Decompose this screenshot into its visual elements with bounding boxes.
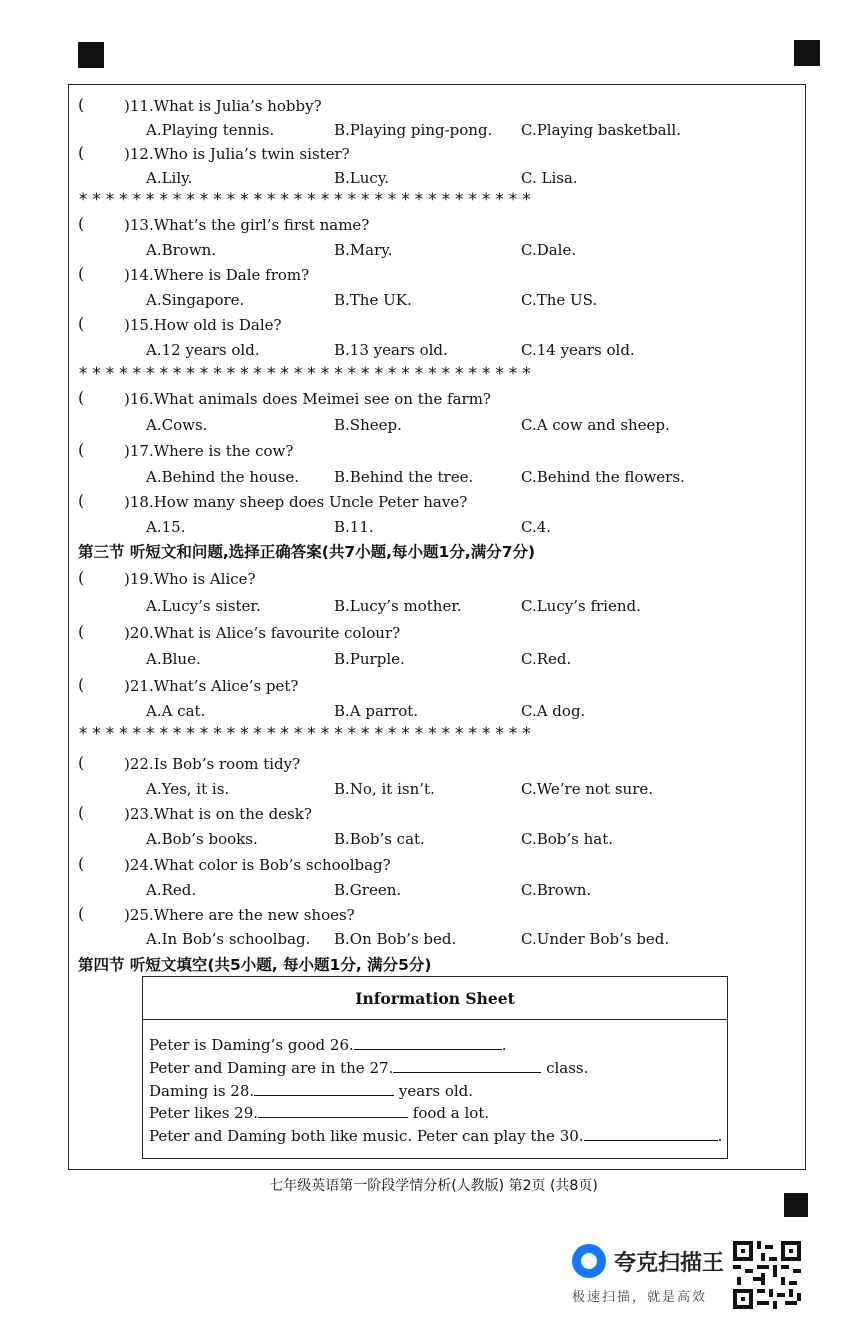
option-17-a: A.Behind the house. [146, 468, 300, 486]
answer-paren[interactable]: ( [78, 803, 85, 822]
option-20-b: B.Purple. [334, 650, 405, 668]
option-14-a: A.Singapore. [146, 291, 245, 309]
option-17-c: C.Behind the flowers. [521, 468, 685, 486]
option-13-c: C.Dale. [521, 241, 577, 259]
option-16-a: A.Cows. [146, 416, 208, 434]
question-16: )16.What animals does Meimei see on the farm? [124, 390, 491, 408]
answer-paren[interactable]: ( [78, 214, 85, 233]
question-12: )12.Who is Julia’s twin sister? [124, 145, 350, 163]
option-16-c: C.A cow and sheep. [521, 416, 670, 434]
answer-paren[interactable]: ( [78, 314, 85, 333]
answer-blank-28[interactable] [254, 1081, 394, 1096]
question-22: )22.Is Bob’s room tidy? [124, 755, 301, 773]
option-19-a: A.Lucy’s sister. [146, 597, 261, 615]
option-14-c: C.The US. [521, 291, 598, 309]
option-11-c: C.Playing basketball. [521, 121, 681, 139]
answer-paren[interactable]: ( [78, 388, 85, 407]
option-25-b: B.On Bob’s bed. [334, 930, 457, 948]
option-21-a: A.A cat. [146, 702, 206, 720]
sheet-line-28: Daming is 28. years old. [149, 1082, 474, 1100]
answer-paren[interactable]: ( [78, 95, 85, 114]
option-11-a: A.Playing tennis. [146, 121, 275, 139]
answer-blank-27[interactable] [393, 1058, 541, 1073]
separator-stars: ********************************** [78, 364, 535, 384]
registration-mark-top-right [794, 40, 820, 66]
answer-blank-26[interactable] [354, 1035, 502, 1050]
option-11-b: B.Playing ping-pong. [334, 121, 493, 139]
question-23: )23.What is on the desk? [124, 805, 312, 823]
question-17: )17.Where is the cow? [124, 442, 294, 460]
scanner-brand-tagline: 极速扫描，就是高效 [572, 1290, 708, 1305]
question-20: )20.What is Alice’s favourite colour? [124, 624, 401, 642]
option-20-a: A.Blue. [146, 650, 201, 668]
option-20-c: C.Red. [521, 650, 572, 668]
option-15-a: A.12 years old. [146, 341, 260, 359]
option-15-b: B.13 years old. [334, 341, 448, 359]
scanner-brand-name: 夸克扫描王 [614, 1251, 725, 1276]
option-22-a: A.Yes, it is. [146, 780, 230, 798]
answer-paren[interactable]: ( [78, 622, 85, 641]
question-21: )21.What’s Alice’s pet? [124, 677, 299, 695]
answer-paren[interactable]: ( [78, 904, 85, 923]
option-24-b: B.Green. [334, 881, 402, 899]
option-21-c: C.A dog. [521, 702, 586, 720]
option-18-b: B.11. [334, 518, 374, 536]
answer-paren[interactable]: ( [78, 440, 85, 459]
question-25: )25.Where are the new shoes? [124, 906, 355, 924]
answer-paren[interactable]: ( [78, 854, 85, 873]
sheet-line-29: Peter likes 29. food a lot. [149, 1104, 490, 1122]
option-24-a: A.Red. [146, 881, 197, 899]
sheet-line-27: Peter and Daming are in the 27. class. [149, 1059, 589, 1077]
option-23-a: A.Bob’s books. [146, 830, 258, 848]
information-sheet [142, 976, 728, 1159]
registration-mark-bottom-right [784, 1193, 808, 1217]
information-sheet-title: Information Sheet [143, 977, 727, 1020]
option-24-c: C.Brown. [521, 881, 592, 899]
option-18-c: C.4. [521, 518, 552, 536]
question-14: )14.Where is Dale from? [124, 266, 310, 284]
option-22-c: C.We’re not sure. [521, 780, 654, 798]
option-12-b: B.Lucy. [334, 169, 390, 187]
answer-paren[interactable]: ( [78, 491, 85, 510]
section3-title: 第三节 听短文和问题,选择正确答案(共7小题,每小题1分,满分7分) [78, 543, 536, 561]
answer-paren[interactable]: ( [78, 675, 85, 694]
option-25-a: A.In Bob’s schoolbag. [146, 930, 311, 948]
section4-title: 第四节 听短文填空(共5小题, 每小题1分, 满分5分) [78, 956, 432, 974]
answer-paren[interactable]: ( [78, 753, 85, 772]
question-18: )18.How many sheep does Uncle Peter have? [124, 493, 468, 511]
question-11: )11.What is Julia’s hobby? [124, 97, 322, 115]
separator-stars: ********************************** [78, 724, 535, 744]
sheet-line-26: Peter is Daming’s good 26. . [149, 1036, 507, 1054]
option-19-b: B.Lucy’s mother. [334, 597, 462, 615]
option-23-b: B.Bob’s cat. [334, 830, 425, 848]
separator-stars: ********************************** [78, 190, 535, 210]
option-13-a: A.Brown. [146, 241, 217, 259]
answer-paren[interactable]: ( [78, 264, 85, 283]
page-footer: 七年级英语第一阶段学情分析(人教版) 第2页 (共8页) [269, 1178, 598, 1194]
answer-blank-30[interactable] [584, 1126, 718, 1141]
answer-paren[interactable]: ( [78, 143, 85, 162]
option-12-a: A.Lily. [146, 169, 193, 187]
question-24: )24.What color is Bob’s schoolbag? [124, 856, 391, 874]
qr-code-icon [733, 1241, 801, 1309]
option-13-b: B.Mary. [334, 241, 393, 259]
scanner-logo-icon [572, 1244, 606, 1278]
option-25-c: C.Under Bob’s bed. [521, 930, 670, 948]
question-15: )15.How old is Dale? [124, 316, 282, 334]
option-23-c: C.Bob’s hat. [521, 830, 613, 848]
registration-mark-top-left [78, 42, 104, 68]
sheet-line-30: Peter and Daming both like music. Peter can play the 30. . [149, 1127, 723, 1145]
option-22-b: B.No, it isn’t. [334, 780, 435, 798]
option-17-b: B.Behind the tree. [334, 468, 474, 486]
option-18-a: A.15. [146, 518, 186, 536]
option-16-b: B.Sheep. [334, 416, 402, 434]
option-19-c: C.Lucy’s friend. [521, 597, 641, 615]
option-14-b: B.The UK. [334, 291, 412, 309]
answer-paren[interactable]: ( [78, 568, 85, 587]
question-19: )19.Who is Alice? [124, 570, 256, 588]
option-21-b: B.A parrot. [334, 702, 419, 720]
option-12-c: C. Lisa. [521, 169, 578, 187]
option-15-c: C.14 years old. [521, 341, 635, 359]
answer-blank-29[interactable] [258, 1103, 408, 1118]
question-13: )13.What’s the girl’s first name? [124, 216, 370, 234]
